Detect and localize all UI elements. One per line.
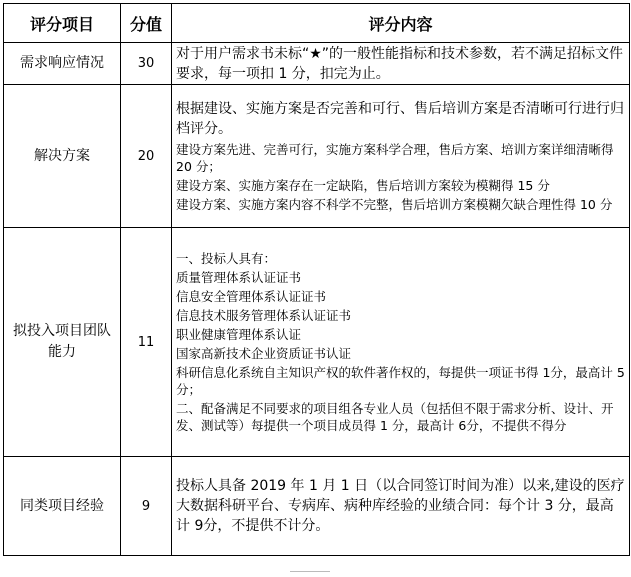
table-row [4, 43, 630, 85]
content-line: 质量管理体系认证证书 [176, 270, 302, 285]
row-score: 30 [121, 43, 172, 85]
content-line: 科研信息化系统自主知识产权的软件著作权的，每提供一项证书得 1分，最高计 5分； [176, 365, 625, 397]
row-content [172, 85, 630, 228]
content-line: 一、投标人具有： [176, 251, 277, 266]
content-line: 建设方案先进、完善可行，实施方案科学合理，售后方案、培训方案详细清晰得 20 分； [176, 142, 614, 174]
row-item: 需求响应情况 [4, 43, 121, 85]
row-content [172, 228, 630, 457]
content-line: 二、配备满足不同要求的项目组各专业人员（包括但不限于需求分析、设计、开发、测试等）每提供一个项目成员得 1 分，最高计 6分，不提供不得分 [176, 401, 614, 433]
page-edge-mark [290, 571, 330, 574]
row-item: 解决方案 [4, 85, 121, 228]
row-score: 9 [121, 457, 172, 556]
row-content [172, 43, 630, 85]
content-line: 职业健康管理体系认证 [176, 327, 302, 342]
table-header-row [4, 4, 630, 43]
content-line: 根据建设、实施方案是否完善和可行、售后培训方案是否清晰可行进行归档评分。 [176, 101, 624, 137]
content-line: 投标人具备 2019 年 1 月 1 日（以合同签订时间为准）以来,建设的医疗大数据科研平台、专病库、病种库经验的业绩合同：每个计 3 分，最高计 9分，不提供不计分。 [176, 478, 625, 534]
scoring-table [3, 3, 630, 556]
row-score: 11 [121, 228, 172, 457]
row-item: 同类项目经验 [4, 457, 121, 556]
row-content [172, 457, 630, 556]
content-line: 信息安全管理体系认证证书 [176, 289, 327, 304]
header-content: 评分内容 [172, 4, 630, 43]
row-item: 拟投入项目团队能力 [4, 228, 121, 457]
row-score: 20 [121, 85, 172, 228]
content-line: 建设方案、实施方案存在一定缺陷，售后培训方案较为模糊得 15 分 [176, 178, 550, 193]
content-line: 国家高新技术企业资质证书认证 [176, 346, 352, 361]
content-line: 对于用户需求书未标“★”的一般性能指标和技术参数，若不满足招标文件要求，每一项扣 1 分，扣完为止。 [176, 45, 624, 82]
table-row [4, 457, 630, 556]
table-row [4, 85, 630, 228]
table-row [4, 228, 630, 457]
header-item: 评分项目 [4, 4, 121, 43]
content-line: 信息技术服务管理体系认证证书 [176, 308, 352, 323]
header-score: 分值 [121, 4, 172, 43]
content-line: 建设方案、实施方案内容不科学不完整，售后培训方案模糊欠缺合理性得 10 分 [176, 197, 613, 212]
